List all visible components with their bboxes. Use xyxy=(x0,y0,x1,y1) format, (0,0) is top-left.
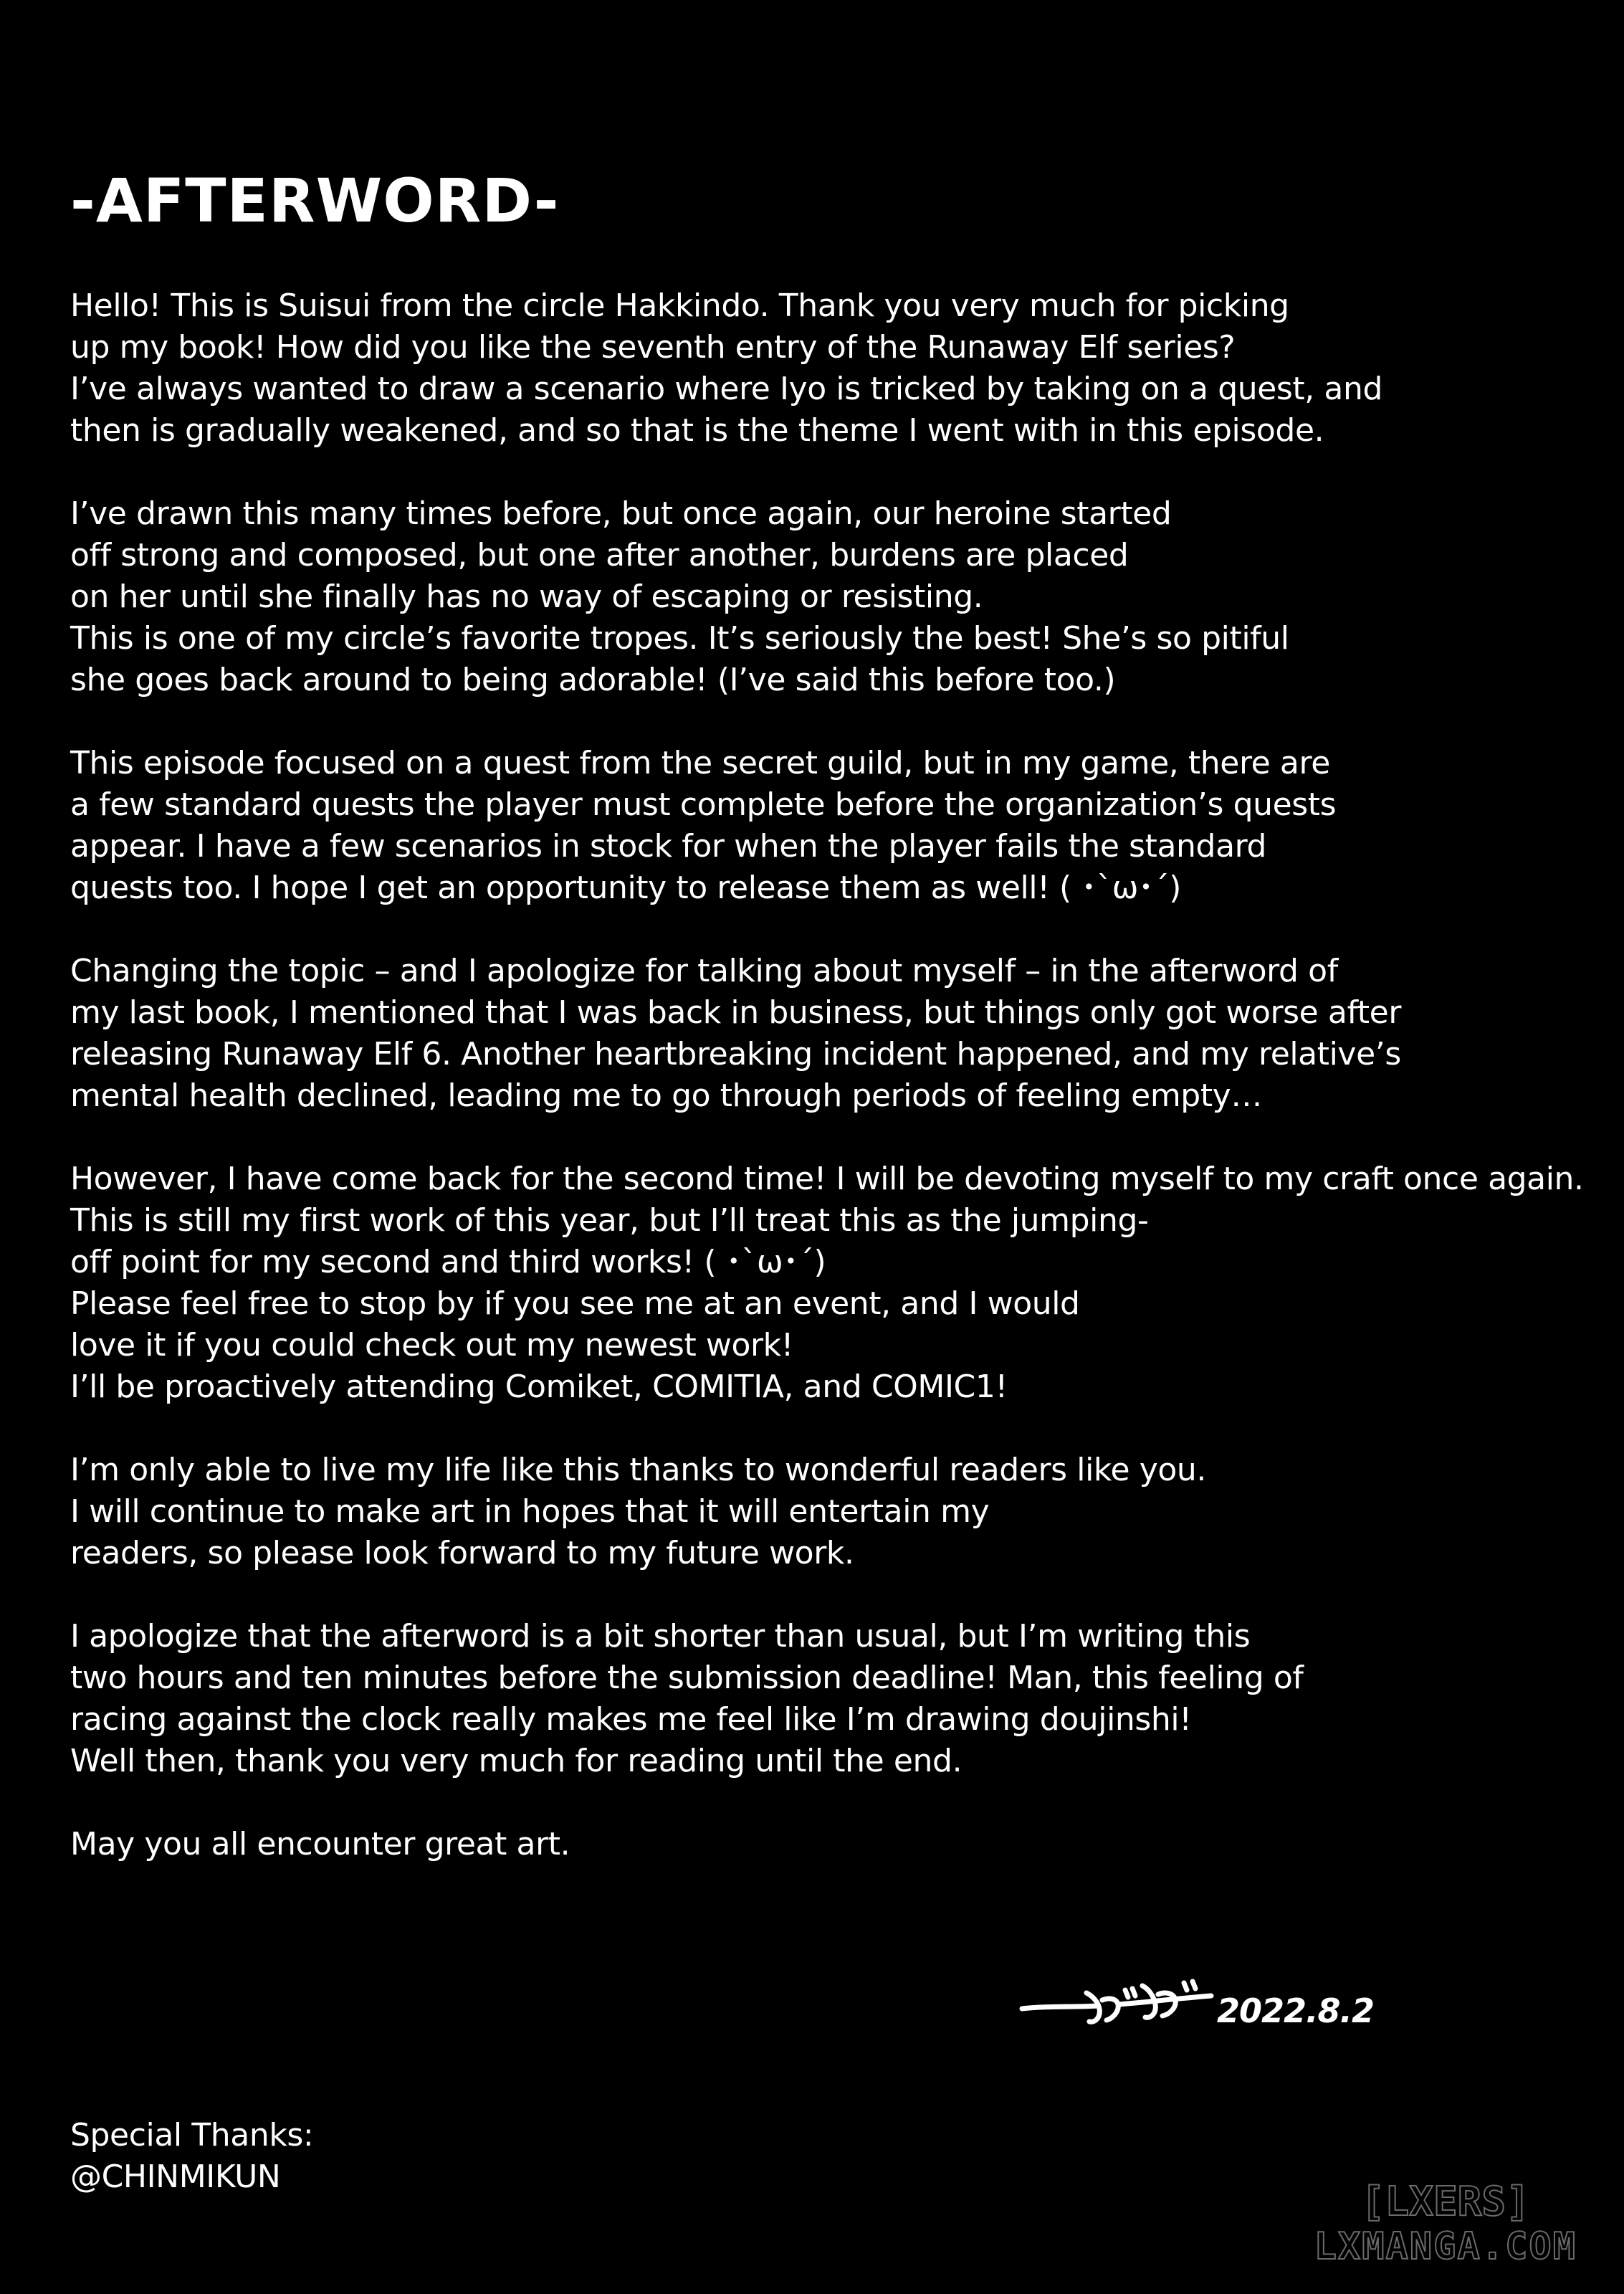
text-line: on her until she finally has no way of escaping or resisting. xyxy=(70,579,983,615)
afterword-body xyxy=(70,285,1604,1907)
special-thanks-handle: @CHINMIKUN xyxy=(70,2159,281,2195)
text-line: Please feel free to stop by if you see me at an event, and I would xyxy=(70,1285,1080,1322)
paragraph xyxy=(70,951,1604,1117)
text-line: I will continue to make art in hopes that it will entertain my xyxy=(70,1493,990,1530)
text-line: I’ve drawn this many times before, but once again, our heroine started xyxy=(70,495,1172,532)
text-line: I’m only able to live my life like this thanks to wonderful readers like you. xyxy=(70,1452,1206,1488)
text-line: Changing the topic – and I apologize for talking about myself – in the afterword of xyxy=(70,953,1338,989)
page-title: -AFTERWORD- xyxy=(70,166,560,236)
text-line: then is gradually weakened, and so that is the theme I went with in this episode. xyxy=(70,412,1324,449)
text-line: May you all encounter great art. xyxy=(70,1826,570,1862)
watermark-group-name: [LXERS] xyxy=(1360,2179,1530,2225)
text-line: a few standard quests the player must complete before the organization’s quests xyxy=(70,786,1337,823)
text-line: I’ve always wanted to draw a scenario where Iyo is tricked by taking on a quest, and xyxy=(70,371,1383,407)
text-line: This is still my first work of this year, but I’ll treat this as the jumping- xyxy=(70,1202,1149,1239)
text-line: quests too. I hope I get an opportunity to release them as well! ( ･`ω･´) xyxy=(70,870,1181,906)
paragraph xyxy=(70,1824,1604,1865)
paragraph xyxy=(70,1450,1604,1574)
paragraph xyxy=(70,493,1604,701)
site-watermark xyxy=(1314,2179,1577,2268)
text-line: racing against the clock really makes me feel like I’m drawing doujinshi! xyxy=(70,1701,1192,1738)
text-line: up my book! How did you like the seventh entry of the Runaway Elf series? xyxy=(70,329,1236,366)
paragraph xyxy=(70,1616,1604,1782)
paragraph xyxy=(70,285,1604,452)
special-thanks-label: Special Thanks: xyxy=(70,2117,314,2153)
text-line: However, I have come back for the second time! I will be devoting myself to my craft once again. xyxy=(70,1161,1584,1197)
text-line: Hello! This is Suisui from the circle Hakkindo. Thank you very much for picking xyxy=(70,287,1289,324)
text-line: off point for my second and third works! ( ･`ω･´) xyxy=(70,1244,826,1280)
text-line: This episode focused on a quest from the secret guild, but in my game, there are xyxy=(70,745,1330,781)
text-line: releasing Runaway Elf 6. Another heartbreaking incident happened, and my relative’s xyxy=(70,1036,1401,1072)
author-signature xyxy=(1018,1964,1390,2043)
text-line: two hours and ten minutes before the submission deadline! Man, this feeling of xyxy=(70,1660,1304,1696)
text-line: appear. I have a few scenarios in stock for when the player fails the standard xyxy=(70,828,1267,865)
special-thanks xyxy=(70,2115,313,2198)
paragraph xyxy=(70,1158,1604,1408)
text-line: mental health declined, leading me to go through periods of feeling empty… xyxy=(70,1077,1262,1114)
paragraph xyxy=(70,743,1604,909)
handwritten-signature xyxy=(1018,1964,1226,2043)
text-line: Well then, thank you very much for reading until the end. xyxy=(70,1743,963,1779)
text-line: readers, so please look forward to my future work. xyxy=(70,1535,854,1571)
text-line: she goes back around to being adorable! (I’ve said this before too.) xyxy=(70,662,1116,698)
text-line: I’ll be proactively attending Comiket, COMITIA, and COMIC1! xyxy=(70,1369,1008,1405)
watermark-site-name: LXMANGA.COM xyxy=(1314,2225,1577,2268)
text-line: This is one of my circle’s favorite tropes. It’s seriously the best! She’s so pitiful xyxy=(70,620,1289,657)
text-line: my last book, I mentioned that I was back in business, but things only got worse after xyxy=(70,994,1402,1031)
text-line: I apologize that the afterword is a bit shorter than usual, but I’m writing this xyxy=(70,1618,1251,1655)
signature-date: 2022.8.2 xyxy=(1217,1991,1374,2030)
text-line: love it if you could check out my newest work! xyxy=(70,1327,794,1363)
text-line: off strong and composed, but one after another, burdens are placed xyxy=(70,537,1129,574)
